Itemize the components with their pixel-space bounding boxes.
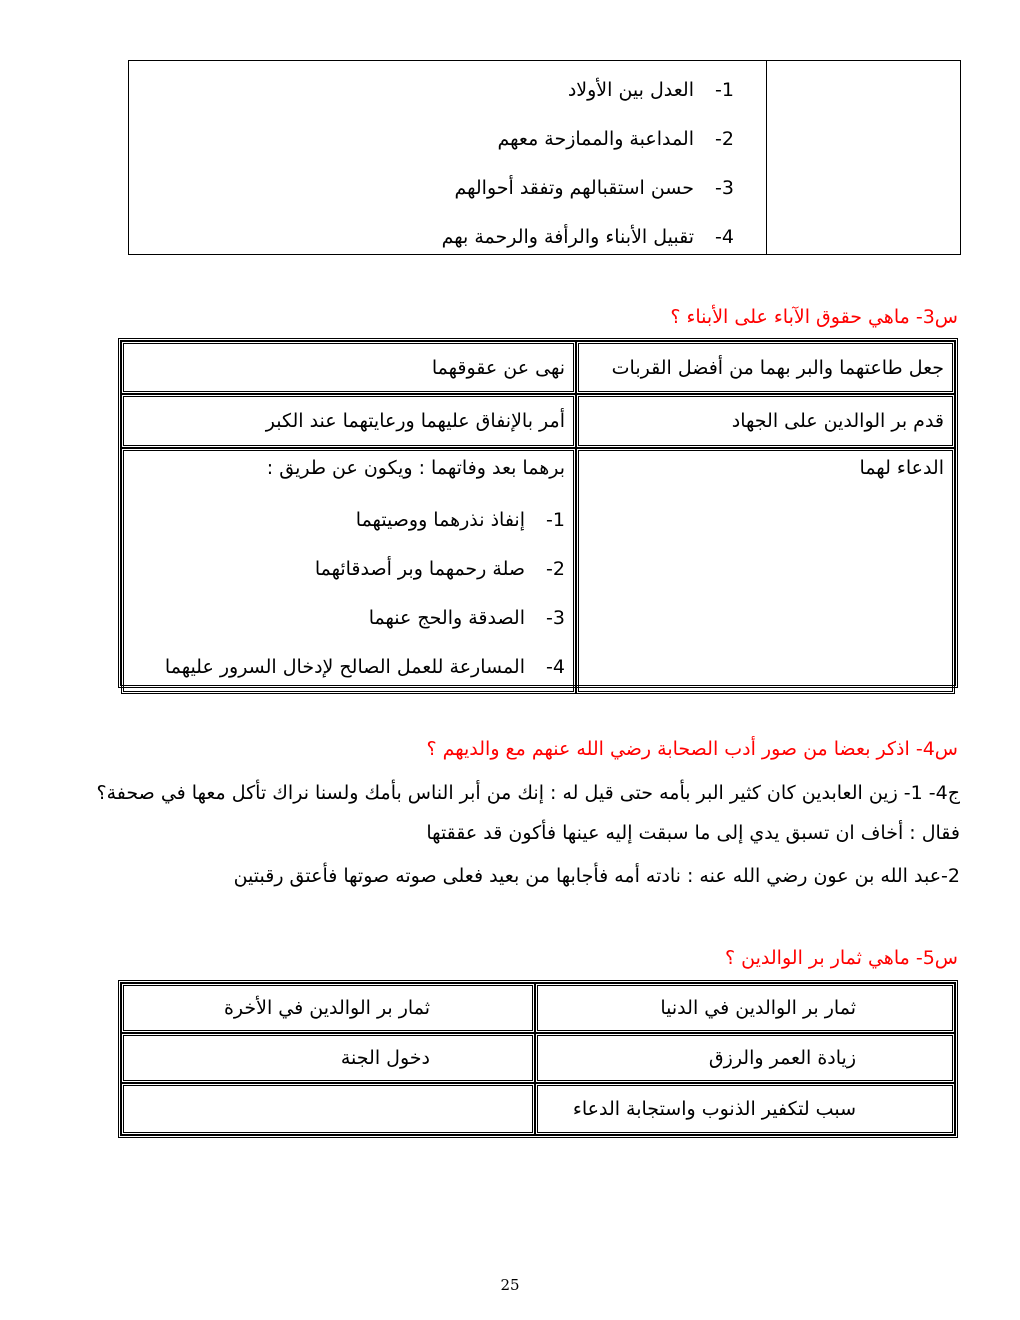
q5-table: [118, 980, 958, 1138]
q3-cell: جعل طاعتهما والبر بهما من أفضل القربات: [576, 341, 955, 394]
q5-cell: دخول الجنة: [121, 1033, 535, 1083]
q4-answer-line: فقال : أخاف ان تسبق يدي إلى ما سبقت إليه عينها فأكون قد عققتها: [426, 822, 960, 844]
q3-table: [118, 338, 958, 688]
list-item: -2 صلة رحمهما وبر أصدقائهما: [314, 557, 565, 580]
top-list-table: [128, 60, 961, 255]
list-item: -1 العدل بين الأولاد: [567, 78, 734, 101]
page-number: 25: [500, 1276, 520, 1294]
q5-cell: سبب لتكفير الذنوب واستجابة الدعاء: [535, 1083, 955, 1135]
q5-header-dunya: ثمار بر الوالدين في الدنيا: [535, 983, 955, 1033]
q3-cell: نهى عن عقوقهما: [121, 341, 576, 394]
list-item: -3 الصدقة والحج عنهما: [368, 606, 565, 629]
q4-answer-line: ج4- 1- زين العابدين كان كثير البر بأمه حتى قيل له : إنك من أبر الناس بأمك ولسنا نراك تأكل معها في صحفة؟: [96, 782, 960, 804]
q3-cell: [121, 448, 576, 694]
list-item: -4 المسارعة للعمل الصالح لإدخال السرور عليهما: [164, 655, 565, 678]
q5-heading: س5- ماهي ثمار بر الوالدين ؟: [725, 947, 958, 969]
list-item: -3 حسن استقبالهم وتفقد أحوالهم: [454, 176, 734, 199]
q3-heading: س3- ماهي حقوق الآباء على الأبناء ؟: [670, 306, 958, 328]
empty-cell: [766, 61, 960, 254]
list-item: -2 المداعبة والممازحة معهم: [497, 127, 734, 150]
q3-cell: أمر بالإنفاق عليهما ورعايتهما عند الكبر: [121, 394, 576, 448]
q3-cell: قدم بر الوالدين على الجهاد: [576, 394, 955, 448]
list-item: -4 تقبيل الأبناء والرأفة والرحمة بهم: [441, 225, 734, 248]
q4-answer-line: 2-عبد الله بن عون رضي الله عنه : نادته أمه فأجابها من بعيد فعلى صوته صوتها فأعتق رقبتين: [233, 865, 960, 887]
q3-cell: الدعاء لهما: [576, 448, 955, 694]
q5-header-akhira: ثمار بر الوالدين في الأخرة: [121, 983, 535, 1033]
parents-duties-list: [129, 61, 766, 254]
q5-cell: زيادة العمر والرزق: [535, 1033, 955, 1083]
q5-cell-empty: [121, 1083, 535, 1135]
q4-heading: س4- اذكر بعضا من صور أدب الصحابة رضي الله عنهم مع والديهم ؟: [426, 738, 958, 760]
q3-intro: برهما بعد وفاتهما : ويكون عن طريق :: [266, 457, 565, 479]
list-item: -1 إنفاذ نذرهما ووصيتهما: [355, 508, 565, 531]
